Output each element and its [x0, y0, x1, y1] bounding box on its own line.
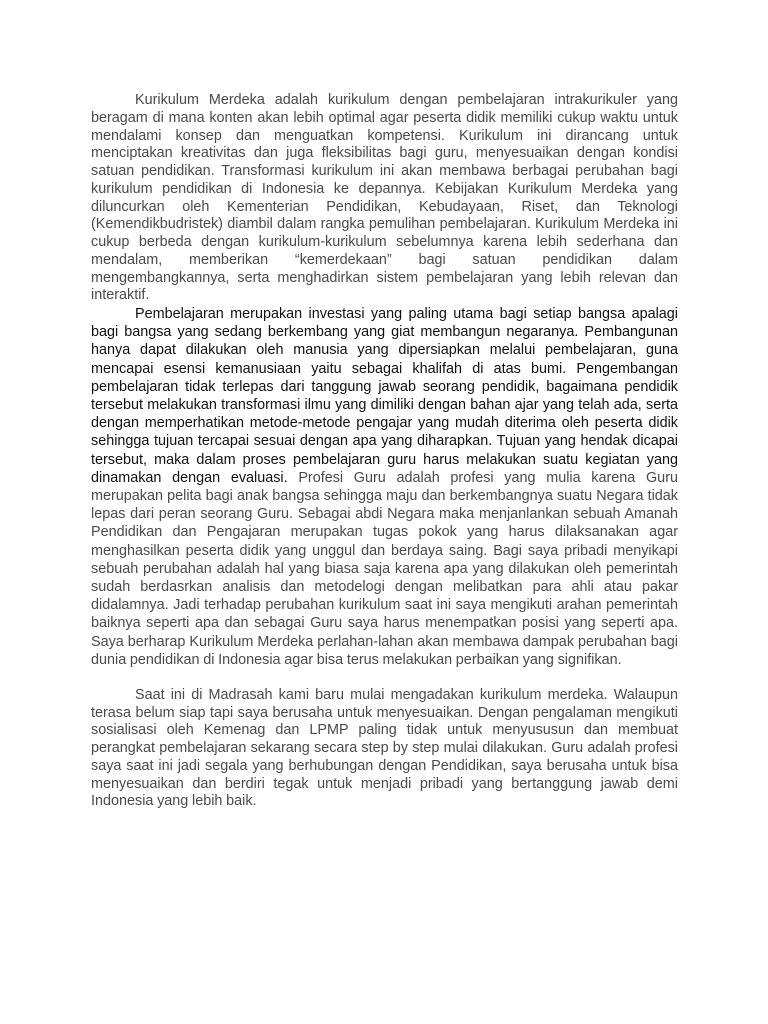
- document-page: [91, 92, 678, 811]
- paragraph-gap: [91, 669, 678, 687]
- paragraph-kurikulum-merdeka: Kurikulum Merdeka adalah kurikulum dengan pembelajaran intrakurikuler yang beragam di mana konten akan lebih optimal agar peserta didik memiliki cukup waktu untuk mendalami konsep dan menguatkan kompetensi. Kurikulum ini dirancang untuk menciptakan kreativitas dan juga fleksibilitas bagi guru, menyesuaikan dengan kondisi satuan pendidikan. Transformasi kurikulum ini akan membawa berbagai perubahan bagi kurikulum pendidikan di Indonesia ke depannya. Kebijakan Kurikulum Merdeka yang diluncurkan oleh Kementerian Pendidikan, Kebudayaan, Riset, dan Teknologi (Kemendikbudristek) diambil dalam rangka pemulihan pembelajaran. Kurikulum Merdeka ini cukup berbeda dengan kurikulum-kurikulum sebelumnya karena lebih sederhana dan mendalam, memberikan “kemerdekaan” bagi satuan pendidikan dalam mengembangkannya, serta menghadirkan sistem pembelajaran yang lebih relevan dan interaktif.: [91, 92, 678, 304]
- paragraph-pembelajaran-main: Pembelajaran merupakan investasi yang paling utama bagi setiap bangsa apalagi bagi bangsa yang sedang berkembang yang giat membangun negaranya. Pembangunan hanya dapat dilakukan oleh manusia yang dipersiapkan melalui pembelajaran, guna mencapai esensi kemanusiaan yaitu sebagai khalifah di atas bumi. Pengembangan pembelajaran tidak terlepas dari tanggung jawab seorang pendidik, bagaimana pendidik tersebut melakukan transformasi ilmu yang dimiliki dengan bahan ajar yang telah ada, serta dengan memperhatikan metode-metode pengajar yang mudah diterima oleh peserta didik sehingga tujuan tercapai sesuai dengan apa yang diharapkan. Tujuan yang hendak dicapai tersebut, maka dalam proses pembelajaran guru harus melakukan suatu kegiatan yang dinamakan dengan evaluasi.: [91, 306, 678, 486]
- paragraph-pembelajaran: [91, 305, 678, 669]
- paragraph-madrasah: Saat ini di Madrasah kami baru mulai mengadakan kurikulum merdeka. Walaupun terasa belum siap tapi saya berusaha untuk menyesuaikan. Dengan pengalaman mengikuti sosialisasi oleh Kemenag dan LPMP paling tidak untuk menyususun dan membuat perangkat pembelajaran sekarang secara step by step mulai dilakukan. Guru adalah profesi saya saat ini jadi segala yang berhubungan dengan Pendidikan, saya berusaha untuk bisa menyesuaikan dan berdiri tegak untuk menjadi pribadi yang bertanggung jawab demi Indonesia yang lebih baik.: [91, 686, 678, 810]
- paragraph-profesi-guru: Profesi Guru adalah profesi yang mulia karena Guru merupakan pelita bagi anak bangsa sehingga maju dan berkembangnya suatu Negara tidak lepas dari peran seorang Guru. Sebagai abdi Negara maka menjanlankan sebuah Amanah Pendidikan dan Pengajaran merupakan tugas pokok yang harus dilaksanakan agar menghasilkan peserta didik yang unggul dan berdaya saing. Bagi saya pribadi menyikapi sebuah perubahan adalah hal yang biasa saja karena apa yang dilakukan oleh pemerintah sudah berdasrkan analisis dan metodelogi dengan melibatkan para ahli atau pakar didalamnya. Jadi terhadap perubahan kurikulum saat ini saya mengikuti arahan pemerintah baiknya seperti apa dan sebagai Guru saya harus menempatkan posisi yang seperti apa. Saya berharap Kurikulum Merdeka perlahan-lahan akan membawa dampak perubahan bagi dunia pendidikan di Indonesia agar bisa terus melakukan perbaikan yang signifikan.: [91, 469, 678, 668]
